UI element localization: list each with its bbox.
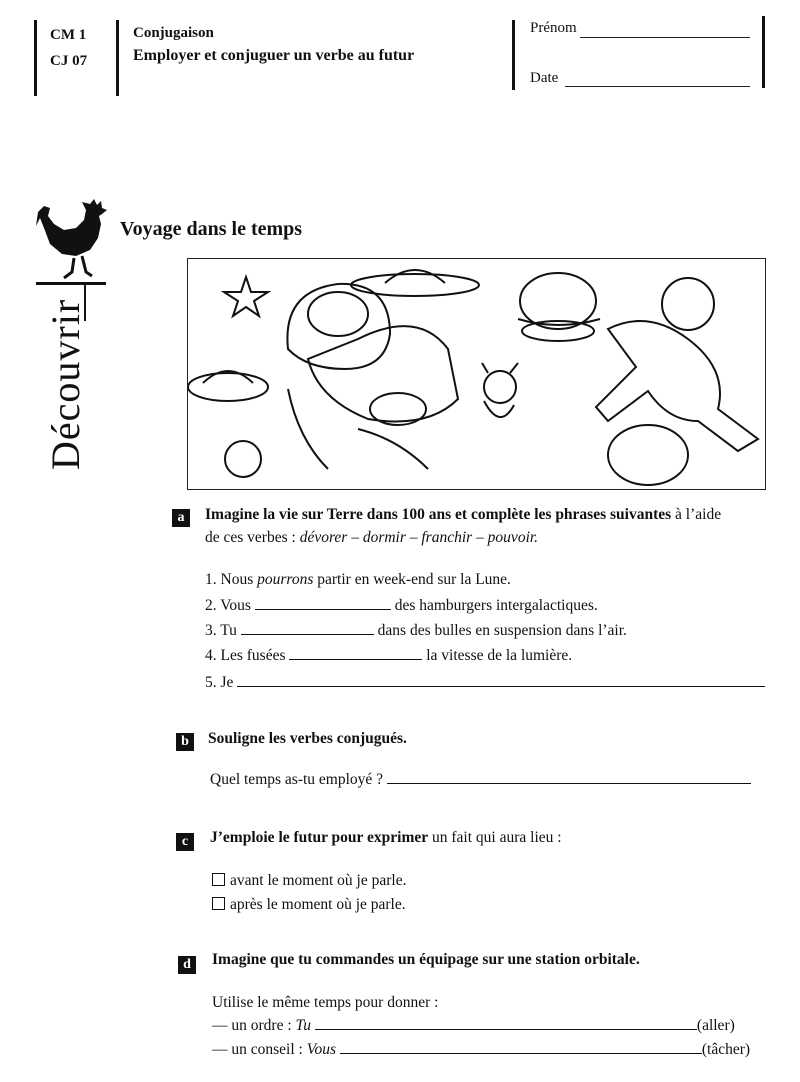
sentence-4-suffix: la vitesse de la lumière. xyxy=(426,647,573,664)
sentence-1-suffix: partir en week-end sur la Lune. xyxy=(313,571,511,588)
advice-prefix: — un conseil : xyxy=(212,1041,303,1058)
exercise-d-badge: d xyxy=(178,956,196,974)
exercise-c-title-bold: J’emploie le futur pour exprimer xyxy=(210,829,429,846)
sentence-1-verb: pourrons xyxy=(257,571,314,588)
section-title: Voyage dans le temps xyxy=(120,218,303,240)
date-label: Date xyxy=(530,70,559,86)
exercise-a-verbs-intro: de ces verbes : xyxy=(205,529,296,546)
sentence-2-prefix: 2. Vous xyxy=(205,597,251,614)
rooster-icon xyxy=(28,198,114,290)
objective-title: Employer et conjuguer un verbe au futur xyxy=(133,47,415,64)
space-illustration xyxy=(187,258,766,490)
exercise-a-verbs: dévorer – dormir – franchir – pouvoir. xyxy=(299,529,539,546)
exercise-b-title-bold: Souligne les verbes conjugués. xyxy=(208,730,407,747)
sentence-3-blank[interactable] xyxy=(241,633,374,635)
sentence-2-blank[interactable] xyxy=(255,608,391,610)
exercise-a-title-bold: Imagine la vie sur Terre dans 100 ans et complète les phrases suivantes xyxy=(205,506,672,523)
date-field[interactable] xyxy=(565,86,750,87)
exercise-d-title xyxy=(212,951,640,969)
advice-verb-hint: (tâcher) xyxy=(701,1041,751,1058)
sentence-5 xyxy=(205,674,765,692)
exercise-b-answer-blank[interactable] xyxy=(387,782,751,784)
exercise-a-verbs-line xyxy=(205,529,538,547)
order-blank[interactable] xyxy=(315,1028,697,1030)
sentence-4-blank[interactable] xyxy=(289,658,422,660)
exercise-b-badge: b xyxy=(176,733,194,751)
astronaut-figure xyxy=(287,284,458,469)
option-after-label: après le moment où je parle. xyxy=(230,896,406,913)
order-verb-hint: (aller) xyxy=(696,1017,735,1034)
sentence-5-blank[interactable] xyxy=(237,685,765,687)
sentence-4 xyxy=(205,647,572,665)
exercise-b-question xyxy=(210,771,751,789)
option-after-checkbox[interactable] xyxy=(212,897,225,910)
section-side-label: Découvrir xyxy=(43,298,88,470)
advice-line xyxy=(212,1041,750,1059)
exercise-a-title xyxy=(205,506,721,524)
order-line xyxy=(212,1017,735,1035)
sentence-3-prefix: 3. Tu xyxy=(205,622,237,639)
sentence-1-prefix: 1. Nous xyxy=(205,571,258,588)
sentence-2-suffix: des hamburgers intergalactiques. xyxy=(394,597,598,614)
exercise-a-title-rest: à l’aide xyxy=(671,506,722,523)
level-label: CM 1 xyxy=(50,27,87,43)
exercise-c-badge: c xyxy=(176,833,194,851)
exercise-d-intro: Utilise le même temps pour donner : xyxy=(212,994,439,1011)
firstname-field[interactable] xyxy=(580,37,750,38)
saucer-shape xyxy=(351,274,479,296)
sentence-3 xyxy=(205,622,627,640)
advice-blank[interactable] xyxy=(340,1052,702,1054)
sentence-3-suffix: dans des bulles en suspension dans l’air. xyxy=(377,622,627,639)
subject-label: Conjugaison xyxy=(133,25,214,41)
option-before-checkbox[interactable] xyxy=(212,873,225,886)
sentence-1 xyxy=(205,571,511,589)
advice-subject: Vous xyxy=(306,1041,337,1058)
sentence-5-prefix: 5. Je xyxy=(205,674,234,691)
exercise-b-title xyxy=(208,730,407,748)
exercise-d-title-bold: Imagine que tu commandes un équipage sur une station orbitale. xyxy=(212,951,640,968)
exercise-c-title-rest: un fait qui aura lieu : xyxy=(428,829,562,846)
name-box-left-bar xyxy=(512,20,515,90)
sentence-2 xyxy=(205,597,598,615)
asteroid-shape xyxy=(608,425,688,485)
burger-figure xyxy=(518,273,600,341)
exercise-c-title xyxy=(210,829,562,847)
planet-shape xyxy=(225,441,261,477)
name-box-right-bar xyxy=(762,16,765,88)
sentence-4-prefix: 4. Les fusées xyxy=(205,647,286,664)
exercise-a-badge: a xyxy=(172,509,190,527)
option-before-label: avant le moment où je parle. xyxy=(230,872,407,889)
firstname-label: Prénom xyxy=(530,20,577,36)
option-before xyxy=(212,872,406,890)
code-label: CJ 07 xyxy=(50,53,88,69)
order-prefix: — un ordre : xyxy=(212,1017,292,1034)
astronaut-right-figure xyxy=(596,278,758,451)
order-subject: Tu xyxy=(295,1017,312,1034)
header-divider xyxy=(116,20,119,96)
header-left-bar xyxy=(34,20,37,96)
option-after xyxy=(212,896,406,914)
alien-figure xyxy=(482,363,518,417)
star-shape xyxy=(224,277,268,316)
saucer-left-shape xyxy=(188,373,268,401)
exercise-b-question-text: Quel temps as-tu employé ? xyxy=(210,771,384,788)
